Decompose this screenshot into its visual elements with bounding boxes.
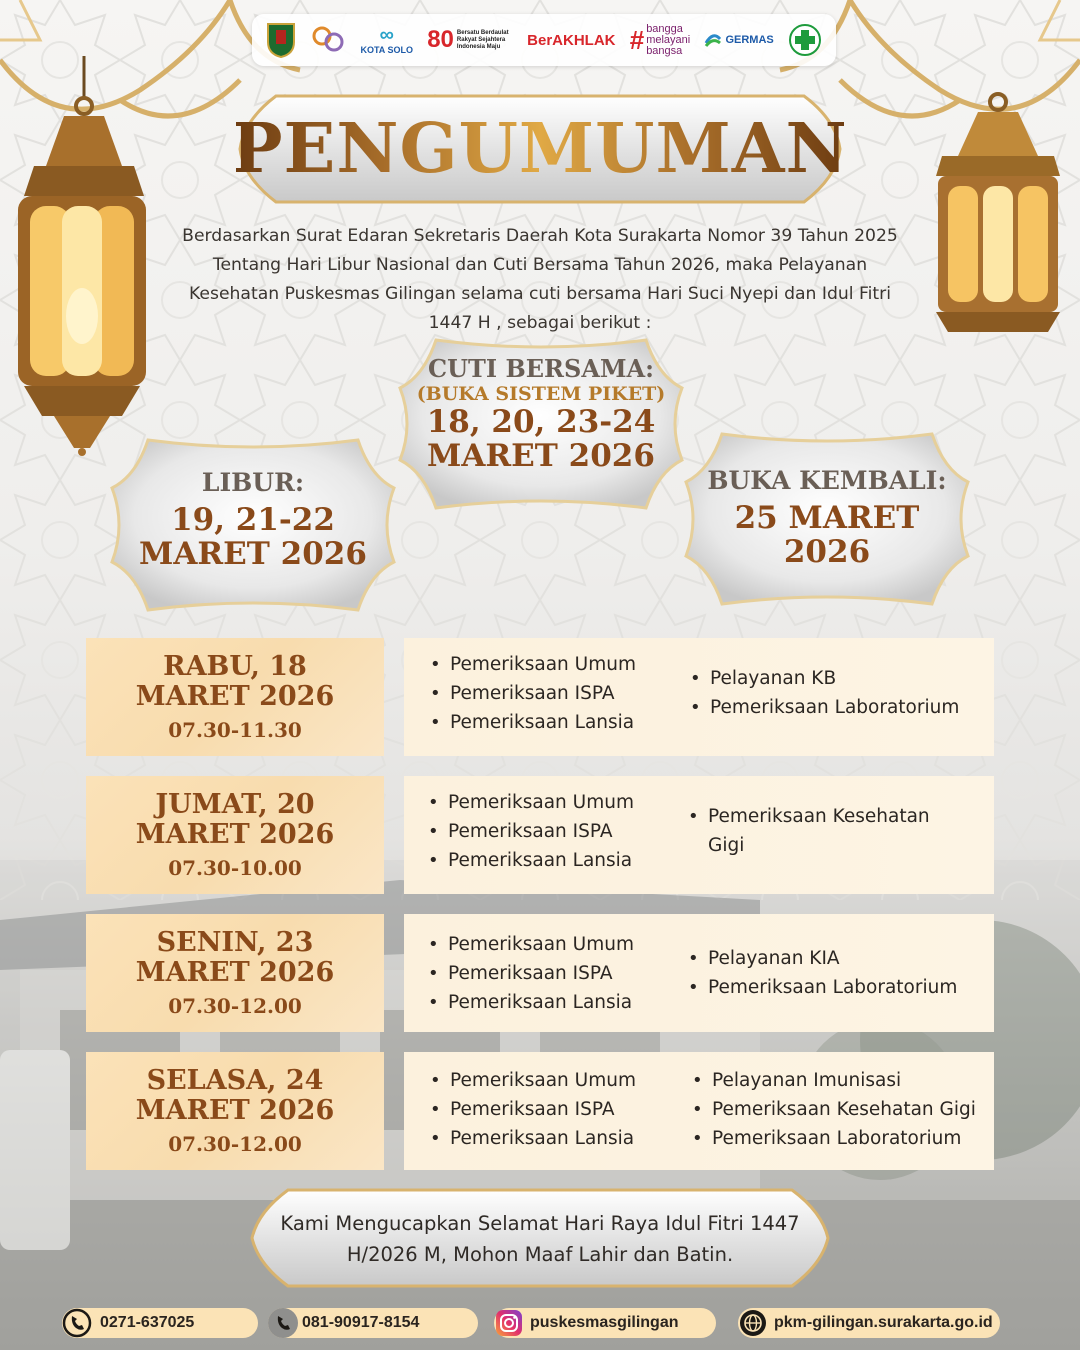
service-list-right [688,664,959,722]
bangga-melayani-logo: # bangga melayani bangsa [629,22,691,57]
kota-solo-text: KOTA SOLO [360,45,413,55]
phone2-text: 081-90917-8154 [302,1314,420,1331]
schedule-day: SELASA, 24 [146,1065,324,1096]
schedule-services-cell [404,914,994,1032]
cuti-bersama-date1: 18, 20, 23-24 [426,404,656,440]
service-item: • Pemeriksaan Lansia [426,988,634,1017]
schedule-time: 07.30-12.00 [168,994,302,1018]
service-list-right [690,1066,976,1153]
cuti-bersama-badge [396,336,686,512]
germas-logo [704,20,773,60]
schedule-time: 07.30-11.30 [168,718,302,742]
schedule-day-cell [86,914,384,1032]
service-item: • Pemeriksaan Umum [428,650,636,679]
schedule-month: MARET 2026 [135,681,335,712]
bangga-line2: melayani [646,33,691,46]
schedule-day-cell [86,638,384,756]
schedule-time: 07.30-12.00 [168,1132,302,1156]
buka-kembali-badge [682,430,972,608]
service-item: • Pemeriksaan Lansia [426,846,634,875]
eighty-text: 80 [427,26,454,53]
libur-badge [108,436,398,614]
cuti-bersama-date2: MARET 2026 [427,438,655,474]
contact-website[interactable] [738,1308,1000,1338]
schedule-day: SENIN, 23 [156,927,314,958]
berakhlak-logo [527,20,615,60]
service-item: • Pemeriksaan ISPA [428,679,636,708]
instagram-icon [494,1308,524,1338]
eighty-years-logo [427,20,513,60]
buka-kembali-date1: 25 MARET [734,500,920,536]
service-list-left [428,650,636,737]
contact-instagram[interactable] [494,1308,716,1338]
logo-bar [252,14,836,66]
cuti-bersama-sub: (BUKA SISTEM PIKET) [416,383,666,405]
service-item: • Pemeriksaan Lansia [428,1124,636,1153]
service-list-left [426,788,634,875]
instagram-text: puskesmasgilingan [530,1314,679,1331]
schedule-month: MARET 2026 [135,1095,335,1126]
bangga-line3: bangsa [646,44,683,57]
surakarta-emblem [266,20,296,60]
service-item: • Pemeriksaan Lansia [428,708,636,737]
website-text: pkm-gilingan.surakarta.go.id [774,1314,993,1331]
bangga-line1: bangga [646,22,683,35]
phone-icon [62,1308,92,1338]
schedule-day: JUMAT, 20 [155,789,315,820]
schedule-services-cell [404,1052,994,1170]
service-item: • Pemeriksaan ISPA [426,817,634,846]
schedule-day-cell [86,776,384,894]
contact-phone2[interactable] [268,1308,478,1338]
libur-date2: MARET 2026 [139,536,367,572]
service-list-left [428,1066,636,1153]
service-item: • Pelayanan KIA [686,944,957,973]
libur-date1: 19, 21-22 [171,502,335,538]
berakhlak-text: BerAKHLAK [527,31,616,49]
service-item: • Pemeriksaan ISPA [428,1095,636,1124]
service-list-right [686,802,936,860]
page-title: PENGUMUMAN [236,90,844,208]
eighty-caption: Bersatu Berdaulat Rakyat Sejahtera Indonesia Maju [456,29,509,50]
globe-icon [738,1308,768,1338]
service-item: • Pemeriksaan Umum [428,1066,636,1095]
health-cross-logo [788,20,822,60]
right-lantern-icon [928,92,1068,336]
contact-phone1[interactable] [62,1308,258,1338]
service-list-left [426,930,634,1017]
intro-paragraph: Berdasarkan Surat Edaran Sekretaris Daerah Kota Surakarta Nomor 39 Tahun 2025 Tentang Hari Libur Nasional dan Cuti Bersama Tahun 2026, maka Pelayanan Kesehatan Puskesmas Gilingan selama cuti bersama Hari Suci Nyepi dan Idul Fitri 1447 H , sebagai berikut : [182,226,898,333]
service-item: • Pelayanan Imunisasi [690,1066,976,1095]
closing-banner [248,1186,832,1290]
service-item: • Pemeriksaan Umum [426,788,634,817]
buka-kembali-label: BUKA KEMBALI: [707,466,947,495]
schedule-services-cell [404,776,994,894]
cuti-bersama-label: CUTI BERSAMA: [428,354,654,383]
service-item: • Pelayanan KB [688,664,959,693]
phone1-text: 0271-637025 [100,1314,195,1331]
service-item: • Pemeriksaan Kesehatan Gigi [686,802,936,860]
service-item: • Pemeriksaan Kesehatan Gigi [690,1095,976,1124]
schedule-month: MARET 2026 [135,957,335,988]
schedule-services-cell [404,638,994,756]
solo-logo [310,20,346,60]
service-item: • Pemeriksaan ISPA [426,959,634,988]
libur-label: LIBUR: [201,468,305,497]
service-item: • Pemeriksaan Umum [426,930,634,959]
kota-solo-logo: ∞ KOTA SOLO [360,24,413,55]
schedule-time: 07.30-10.00 [168,856,302,880]
service-item: • Pemeriksaan Laboratorium [688,693,959,722]
schedule-month: MARET 2026 [135,819,335,850]
germas-text: GERMAS [725,34,774,46]
phone-icon [268,1308,298,1338]
service-item: • Pemeriksaan Laboratorium [690,1124,976,1153]
left-lantern-icon [4,56,160,456]
service-list-right [686,944,957,1002]
closing-message: Kami Mengucapkan Selamat Hari Raya Idul Fitri 1447 H/2026 M, Mohon Maaf Lahir dan Batin. [280,1212,800,1266]
buka-kembali-date2: 2026 [783,534,871,570]
schedule-day: RABU, 18 [163,651,307,682]
title-banner [231,90,849,208]
schedule-day-cell [86,1052,384,1170]
service-item: • Pemeriksaan Laboratorium [686,973,957,1002]
